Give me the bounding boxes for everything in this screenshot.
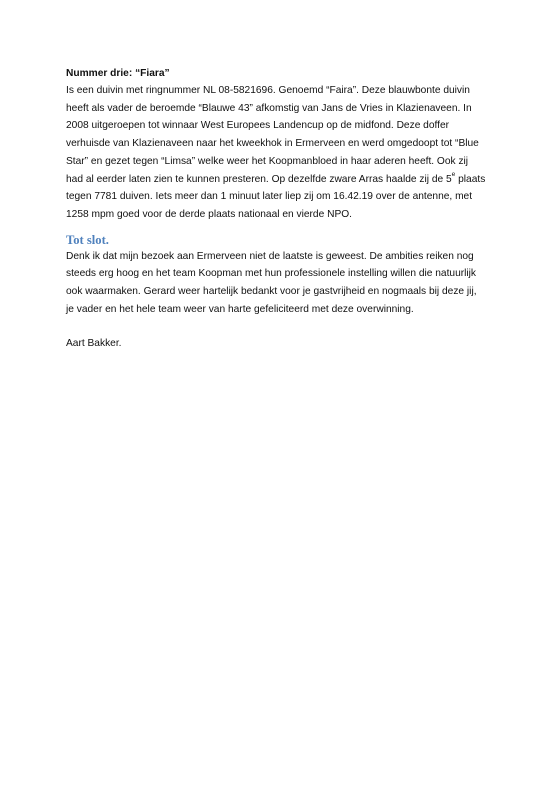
signature: Aart Bakker. xyxy=(66,338,122,350)
paragraph-line: Is een duivin met ringnummer NL 08-5821696. Genoemd “Faira”. Deze blauwbonte duivin xyxy=(66,85,470,96)
paragraph-line: je vader en het hele team weer van harte gefeliciteerd met deze overwinning. xyxy=(66,303,414,315)
paragraph-line: ook waarmaken. Gerard weer hartelijk bedankt voor je gastvrijheid en nogmaals bij deze jij, xyxy=(66,286,477,298)
paragraph-line: 2008 uitgeroepen tot winnaar West Europees Landencup op de midfond. Deze doffer xyxy=(66,120,450,132)
line-text-before: had al eerder laten zien te kunnen presteren. Op dezelfde zware Arras haalde zij de 5 xyxy=(66,173,452,185)
paragraph-line: 1258 mpm goed voor de derde plaats nationaal en vierde NPO. xyxy=(66,208,352,220)
section-title: Tot slot. xyxy=(66,232,109,247)
paragraph-line xyxy=(66,171,506,189)
paragraph-line: heeft als vader de beroemde “Blauwe 43” afkomstig van Jans de Vries in Klazienaveen. In xyxy=(66,102,472,114)
paragraph-line: tegen 7781 duiven. Iets meer dan 1 minuut later liep zij om 16.42.19 over de antenne, met xyxy=(66,191,473,203)
section-paragraph xyxy=(66,82,506,224)
paragraph-line: verhuisde van Klazienaveen naar het kweekhok in Ermerveen en werd omgedoopt tot “Blue xyxy=(66,138,479,150)
paragraph-line: Star” en gezet tegen “Limsa” welke weer het Koopmanbloed in haar aderen heeft. Ook zij xyxy=(66,155,469,167)
closing-paragraph xyxy=(66,248,506,319)
superscript-ordinal: e xyxy=(451,171,456,179)
section-heading: Nummer drie: “Fiara” xyxy=(66,68,170,79)
paragraph-line: steeds erg hoog en het team Koopman met hun professionele instelling willen die natuurlijk xyxy=(66,268,477,280)
document-page xyxy=(66,66,506,352)
line-text-after: plaats xyxy=(455,173,486,185)
paragraph-line: Denk ik dat mijn bezoek aan Ermerveen niet de laatste is geweest. De ambities reiken nog xyxy=(66,250,474,262)
